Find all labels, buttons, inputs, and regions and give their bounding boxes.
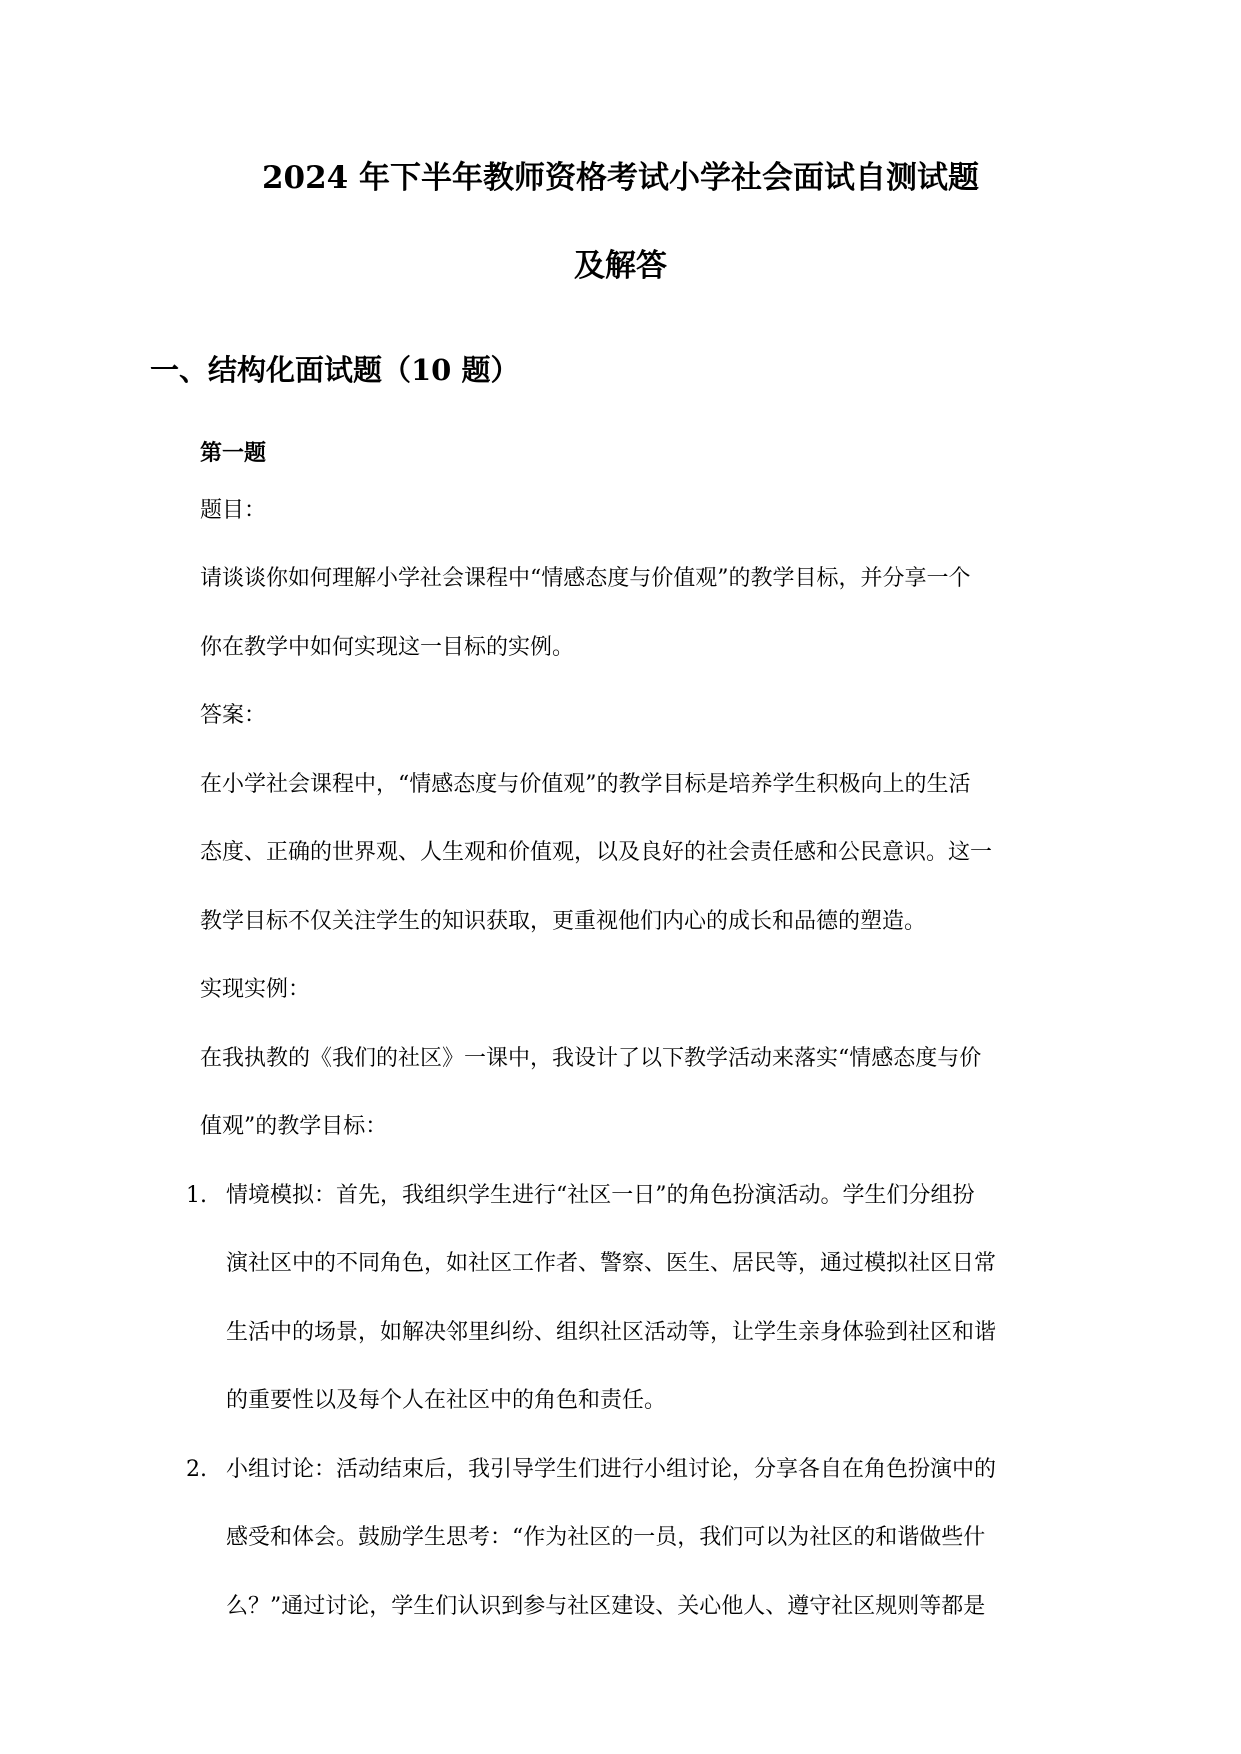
list-item-line: 的重要性以及每个人在社区中的角色和责任。 — [226, 1388, 667, 1413]
question-label: 题目： — [200, 498, 267, 523]
question-heading: 第一题 — [200, 440, 267, 466]
answer-label: 答案： — [200, 703, 267, 728]
example-label: 实现实例： — [200, 977, 311, 1002]
list-item-line: 感受和体会。鼓励学生思考：“作为社区的一员，我们可以为社区的和谐做些什 — [226, 1525, 986, 1550]
list-item-line: 么？”通过讨论，学生们认识到参与社区建设、关心他人、遵守社区规则等都是 — [226, 1594, 986, 1619]
document-title-line-1: 2024 年下半年教师资格考试小学社会面试自测试题 — [261, 160, 980, 196]
question-text-line: 你在教学中如何实现这一目标的实例。 — [200, 635, 575, 660]
example-text-line: 在我执教的《我们的社区》一课中，我设计了以下教学活动来落实“情感态度与价 — [200, 1046, 982, 1071]
document-title-line-2: 及解答 — [574, 248, 667, 284]
example-text-line: 值观”的教学目标： — [200, 1114, 388, 1139]
section-heading: 一、结构化面试题（10 题） — [150, 353, 520, 387]
list-item-line: 生活中的场景，如解决邻里纠纷、组织社区活动等，让学生亲身体验到社区和谐 — [226, 1320, 997, 1345]
answer-text-line: 态度、正确的世界观、人生观和价值观，以及良好的社会责任感和公民意识。这一 — [200, 840, 993, 865]
question-text-line: 请谈谈你如何理解小学社会课程中“情感态度与价值观”的教学目标，并分享一个 — [200, 566, 971, 591]
answer-text-line: 在小学社会课程中，“情感态度与价值观”的教学目标是培养学生积极向上的生活 — [200, 772, 971, 797]
list-item-line: 演社区中的不同角色，如社区工作者、警察、医生、居民等，通过模拟社区日常 — [226, 1251, 997, 1276]
list-item-number: 1. — [186, 1183, 207, 1208]
list-item-line: 小组讨论：活动结束后，我引导学生们进行小组讨论，分享各自在角色扮演中的 — [226, 1457, 997, 1482]
list-item-line: 情境模拟：首先，我组织学生进行“社区一日”的角色扮演活动。学生们分组扮 — [226, 1183, 975, 1208]
answer-text-line: 教学目标不仅关注学生的知识获取，更重视他们内心的成长和品德的塑造。 — [200, 909, 927, 934]
list-item-number: 2. — [186, 1457, 207, 1482]
